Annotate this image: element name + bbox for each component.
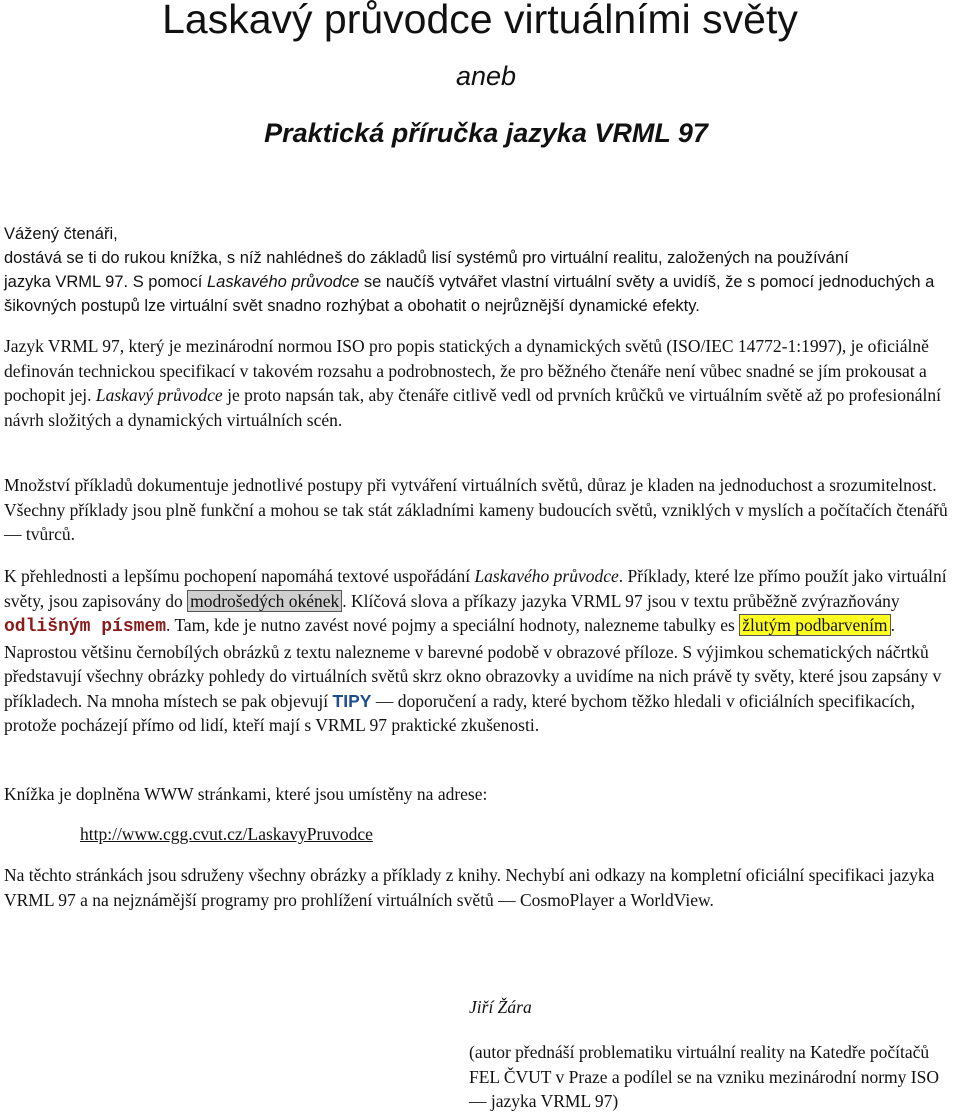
tipy-label: TIPY <box>332 690 372 711</box>
layout-text-d: . Tam, kde je nutno zavést nové pojmy a speciální hodnoty, nalezneme tabulky es <box>166 615 740 635</box>
vrml-text-a: Jazyk VRML 97, který je mezinárodní normou ISO pro popis statických a dynamických světů (ISO/IEC 14772-1:1997), je oficiálně definován technickou specifikací v takovém rozsahu a podrobnostech, že pro běžného čtenáře není vůbec snadné se jím prokousat a pochopit jej. <box>4 336 929 405</box>
intro-text-b: jazyka VRML 97. S pomocí <box>4 273 207 291</box>
page-subtitle: Praktická příručka jazyka VRML 97 <box>264 118 708 148</box>
vrml-text-b: je proto napsán tak, aby čtenáře citlivě vedl od prvních krůčků ve virtuálním světě až po profesionální návrh složitých a dynamických virtuálních scén. <box>4 385 941 430</box>
layout-text-b: . Příklady, které lze přímo použít jako virtuální světy, jsou zapisovány do <box>4 566 947 611</box>
yellow-box-sample: žlutým podbarvením <box>739 614 890 636</box>
layout-text-f: — doporučení a rady, které bychom těžko hledali v oficiálních specifikacích, protože pocházejí přímo od lidí, kteří mají s VRML 97 praktické zkušenosti. <box>4 690 916 735</box>
greeting: Vážený čtenáři, <box>4 225 118 243</box>
title-conjunction: aneb <box>455 61 517 91</box>
author-name: Jiří Žára <box>469 997 532 1017</box>
page-title: Laskavý průvodce virtuálními světy <box>162 0 798 42</box>
layout-text-c: . Klíčová slova a příkazy jazyka VRML 97 jsou v textu průběžně zvýrazňovány <box>342 590 900 611</box>
book-name: Laskavého průvodce <box>206 273 360 291</box>
intro-text: dostává se ti do rukou knížka, s níž nahlédneš do základů <box>4 249 427 267</box>
intro-text-cont: lisí systémů pro virtuální realitu, založených na používání <box>426 249 849 267</box>
book-name: Laskavý průvodce <box>95 385 223 405</box>
book-name: Laskavého průvodce <box>474 566 619 586</box>
layout-text-e: . Naprostou většinu černobílých obrázků z textu nalezneme v barevné podobě v obrazové příloze. S výjimkou schematických náčrtků představují všechny obrázky pohledy do virtuálních světů skrz okno obrazovky a uvidíme na nich právě ty světy, které jsou zapsány v příkladech. Na mnoha místech se pak objevují <box>4 615 942 711</box>
layout-paragraph <box>4 564 956 738</box>
www-paragraph: Knížka je doplněna WWW stránkami, které jsou umístěny na adrese: <box>4 784 488 804</box>
intro-paragraph <box>4 222 956 318</box>
intro-text-2: se naučíš vytvářet vlastní virtuální světy a uvidíš, že s pomocí jednoduchých a šikovných postupů lze virtuální svět snadno rozhýbat a obohatit o nejrůznější dynamické efekty. <box>4 273 935 315</box>
code-font-sample: odlišným písmem <box>4 617 167 637</box>
vrml-paragraph <box>4 334 956 432</box>
author-note: (autor přednáší problematiku virtuální reality na Katedře počítačů FEL ČVUT v Praze a podílel se na vzniku mezinárodní normy ISO — jazyka VRML 97) <box>469 1042 939 1111</box>
website-link[interactable]: http://www.cgg.cvut.cz/LaskavyPruvodce <box>80 824 373 844</box>
examples-paragraph: Množství příkladů dokumentuje jednotlivé postupy při vytváření virtuálních světů, důraz je kladen na jednoduchost a srozumitelnost. Všechny příklady jsou plně funkční a mohou se tak stát základními kameny budoucích světů, vzniklých v myslích a počítačích čtenářů — tvůrců. <box>4 475 948 544</box>
gray-box-sample: modrošedých okének <box>187 590 342 612</box>
layout-text-a: K přehlednosti a lepšímu pochopení napomáhá textové uspořádání <box>4 566 475 586</box>
pages-paragraph: Na těchto stránkách jsou sdruženy všechny obrázky a příklady z knihy. Nechybí ani odkazy na kompletní oficiální specifikaci jazyka VRML 97 a na nejznámější programy pro prohlížení virtuálních světů — CosmoPlayer a WorldView. <box>4 865 935 910</box>
